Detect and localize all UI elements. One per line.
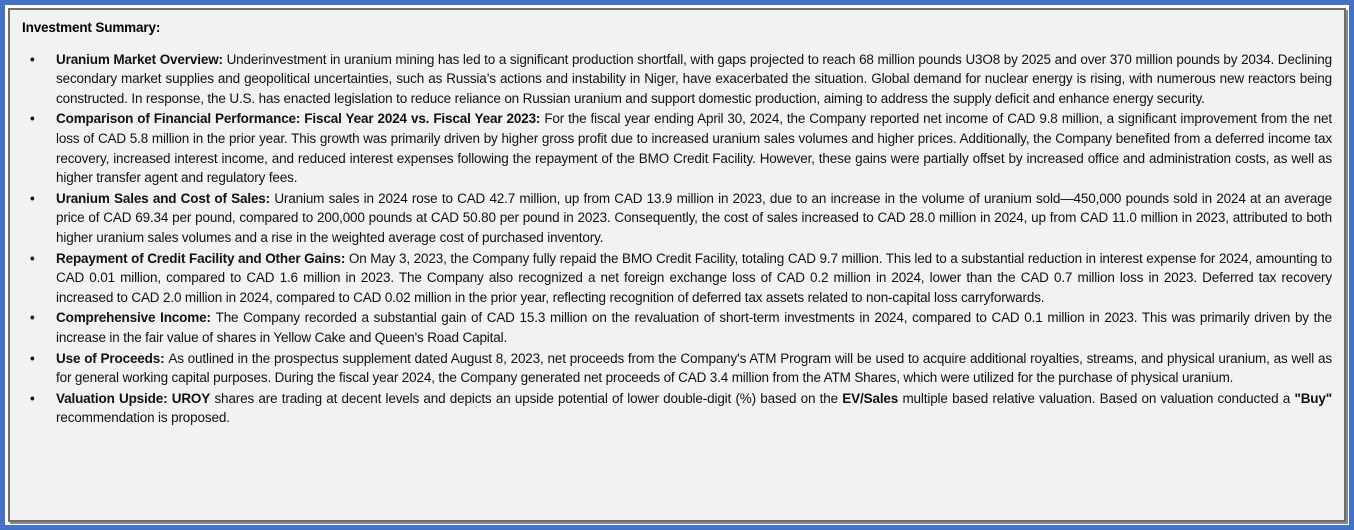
bullet-text-segment: Uranium sales in 2024 rose to CAD 42.7 million, up from CAD 13.9 million in 2023, due to an increase in the volume of uranium sold—450,000 pounds sold in 2024 at an average price of CAD 69.34 per pound, compared to 200,000 pounds at CAD 50.80 per pound in 2023. Consequently, the cost of sales increased to CAD 28.0 million in 2024, up from CAD 11.0 million in 2023, attributed to both higher uranium sales volumes and a rise in the weighted average cost of purchased inventory. — [56, 190, 1332, 245]
bullet-item — [18, 189, 1332, 248]
bullet-text — [56, 189, 1332, 248]
summary-text-box — [8, 8, 1346, 522]
bullet-item — [18, 50, 1332, 109]
bullet-text — [56, 389, 1332, 428]
bullet-text-segment: Underinvestment in uranium mining has led to a significant production shortfall, with gaps projected to reach 68 million pounds U3O8 by 2025 and over 370 million pounds by 2034. Declining secondary market supplies and geopolitical uncertainties, such as Russia’s actions and instability in Niger, have exacerbated the situation. Global demand for nuclear energy is rising, with numerous new reactors being constructed. In response, the U.S. has enacted legislation to reduce reliance on Russian uranium and support domestic production, aiming to address the supply deficit and enhance energy security. — [56, 51, 1332, 106]
bullet-marker-icon: • — [30, 310, 35, 326]
bullet-text-bold-segment: "Buy" — [1294, 390, 1332, 406]
bullet-text — [56, 249, 1332, 308]
bullet-text-segment: For the fiscal year ending April 30, 2024, the Company reported net income of CAD 9.8 million, a significant improvement from the net loss of CAD 5.8 million in the prior year. This growth was primarily driven by higher gross profit due to increased uranium sales volumes and higher prices. Additionally, the Company benefited from a deferred income tax recovery, increased interest income, and reduced interest expenses following the repayment of the BMO Credit Facility. However, these gains were partially offset by increased office and administration costs, as well as higher transfer agent and regulatory fees. — [56, 111, 1332, 186]
bullet-marker-icon: • — [30, 350, 35, 366]
bullet-text-bold-segment: Uranium Market Overview: — [56, 51, 227, 67]
bullet-text — [56, 308, 1332, 347]
bullet-text — [56, 50, 1332, 109]
bullet-text-bold-segment: Use of Proceeds: — [56, 350, 169, 366]
bullet-marker-icon: • — [30, 51, 35, 67]
bullet-text-bold-segment: Comparison of Financial Performance: Fiscal Year 2024 vs. Fiscal Year 2023: — [56, 111, 545, 127]
bullet-item — [18, 249, 1332, 308]
bullet-item — [18, 389, 1332, 428]
bullet-text-segment: The Company recorded a substantial gain of CAD 15.3 million on the revaluation of short-term investments in 2024, compared to CAD 0.1 million in 2023. This was primarily driven by the increase in the fair value of shares in Yellow Cake and Queen's Road Capital. — [56, 310, 1332, 345]
summary-title: Investment Summary: — [22, 20, 161, 35]
bullet-text-segment: shares are trading at decent levels and depicts an upside potential of lower double-digit (%) based on the — [210, 390, 843, 406]
bullet-text-bold-segment: Valuation Upside: UROY — [56, 390, 211, 406]
bullet-marker-icon: • — [30, 111, 35, 127]
bullet-text-segment: As outlined in the prospectus supplement dated August 8, 2023, net proceeds from the Company's ATM Program will be used to acquire additional royalties, streams, and physical uranium, as well as for general working capital purposes. During the fiscal year 2024, the Company generated net proceeds of CAD 3.4 million from the ATM Shares, which were utilized for the purchase of physical uranium. — [56, 350, 1332, 386]
bullet-text — [56, 349, 1332, 388]
bullet-item — [18, 109, 1332, 187]
bullet-marker-icon: • — [30, 190, 35, 206]
bullet-text-bold-segment: Comprehensive Income: — [56, 310, 216, 326]
bullet-text-segment: On May 3, 2023, the Company fully repaid the BMO Credit Facility, totaling CAD 9.7 million. This led to a substantial reduction in interest expense for 2024, amounting to CAD 0.01 million, compared to CAD 1.6 million in 2023. The Company also recognized a net foreign exchange loss of CAD 0.2 million in 2024, lower than the CAD 0.7 million loss in 2023. Deferred tax recovery increased to CAD 2.0 million in 2024, compared to CAD 0.02 million in the prior year, reflecting recognition of deferred tax assets related to non-capital loss carryforwards. — [56, 250, 1332, 305]
bullet-text-bold-segment: EV/Sales — [842, 390, 899, 406]
bullet-text-segment: multiple based relative valuation. Based on valuation conducted a — [898, 390, 1295, 406]
bullet-list — [18, 50, 1332, 428]
bullet-marker-icon: • — [30, 250, 35, 266]
bullet-item — [18, 349, 1332, 388]
bullet-item — [18, 308, 1332, 347]
bullet-text — [56, 109, 1332, 187]
bullet-text-bold-segment: Repayment of Credit Facility and Other Gains: — [56, 250, 349, 266]
bullet-text-segment: recommendation is proposed. — [56, 410, 230, 426]
bullet-marker-icon: • — [30, 390, 35, 406]
bullet-text-bold-segment: Uranium Sales and Cost of Sales: — [56, 190, 275, 206]
